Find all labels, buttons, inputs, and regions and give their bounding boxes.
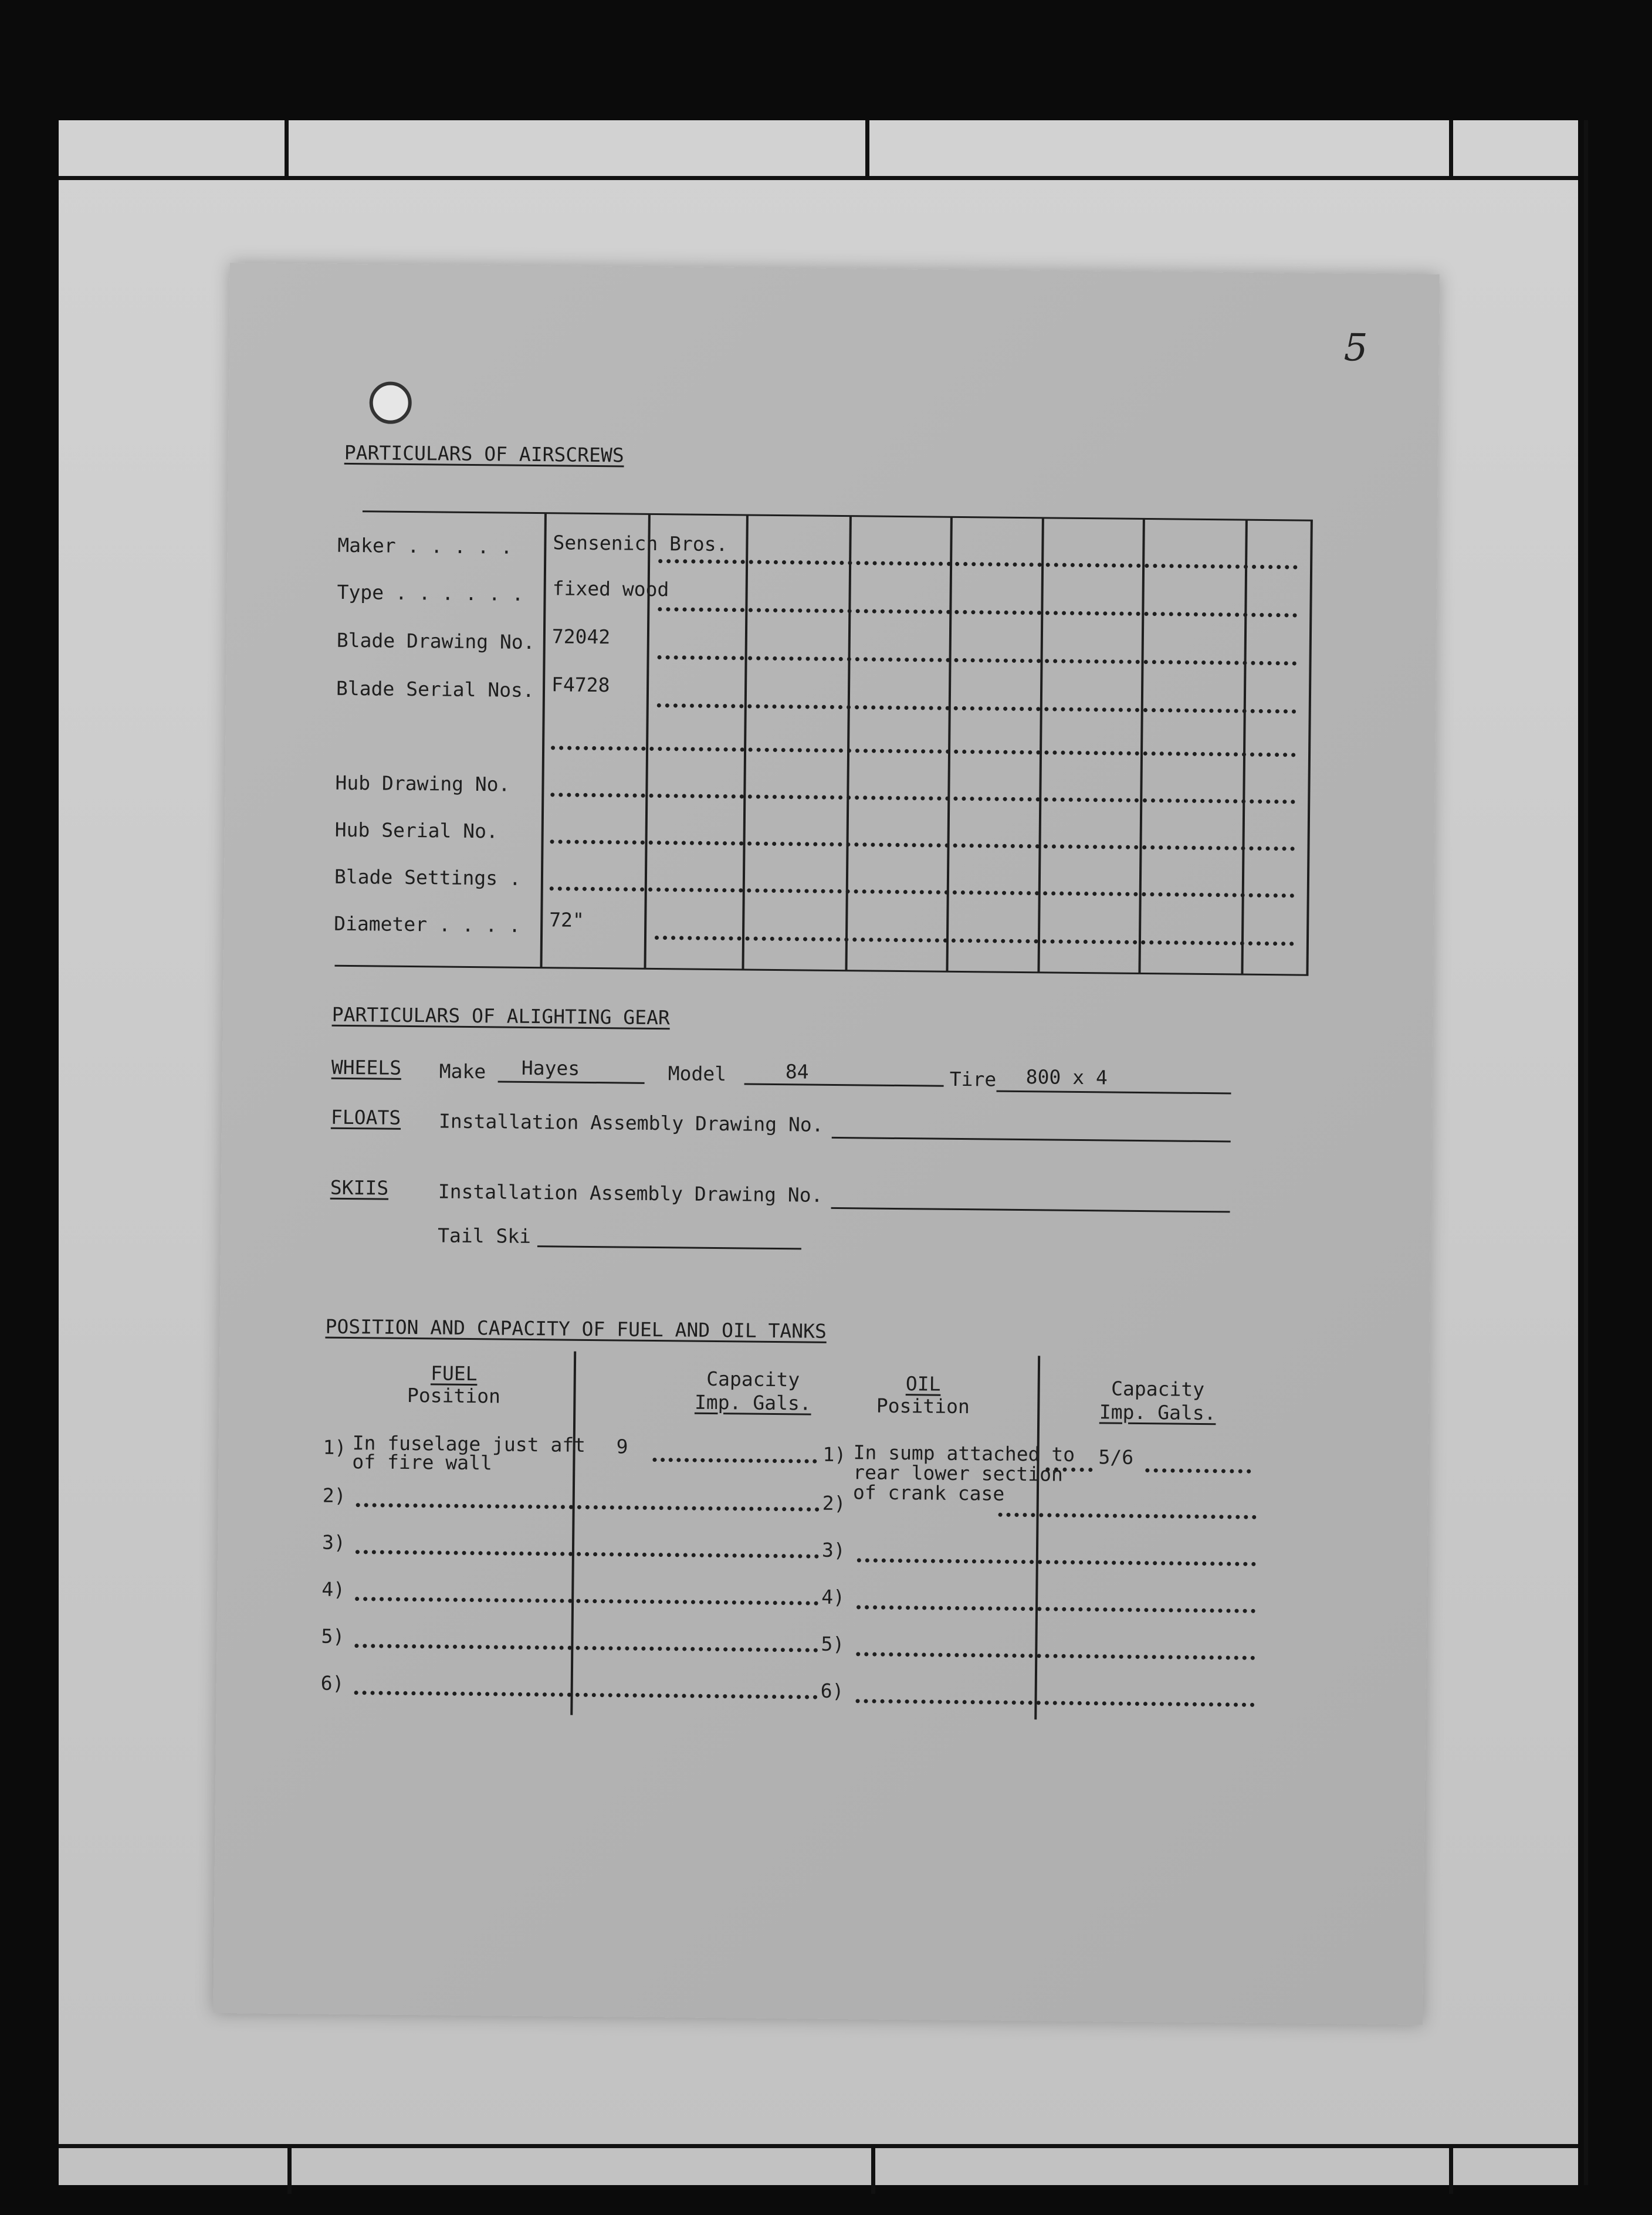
oil-1-capacity: 5/6	[1098, 1445, 1134, 1469]
airscrews-col-divider	[1037, 518, 1044, 973]
airscrew-value-diameter: 72"	[549, 908, 585, 932]
airscrew-label-diameter: Diameter . . . .	[334, 912, 521, 937]
oil-1-position-line1: In sump attached to	[853, 1441, 1075, 1466]
dot-leader	[1045, 1467, 1092, 1472]
oil-row-number: 6)	[820, 1679, 844, 1703]
skis-text: Installation Assembly Drawing No.	[438, 1180, 823, 1207]
floats-line	[832, 1137, 1231, 1143]
fuel-units-label: Imp. Gals.	[694, 1390, 811, 1415]
skis-label: SKIIS	[330, 1176, 389, 1200]
airscrew-label-hub-serial: Hub Serial No.	[334, 818, 499, 843]
dot-leader	[652, 1458, 817, 1464]
oil-row-number: 3)	[821, 1538, 845, 1562]
airscrew-label-hub-drawing: Hub Drawing No.	[335, 771, 510, 796]
frame-tick	[865, 120, 869, 179]
wheels-make-label: Make	[439, 1059, 486, 1083]
dot-leader	[551, 746, 1296, 757]
dot-leader	[658, 655, 1297, 665]
airscrew-label-type: Type . . . . . .	[337, 580, 524, 605]
fuel-row-number: 6)	[320, 1671, 344, 1695]
tail-ski-label: Tail Ski	[437, 1224, 532, 1248]
wheels-make-value: Hayes	[521, 1056, 580, 1080]
frame-tick	[287, 2146, 292, 2194]
dot-leader	[658, 559, 1298, 569]
tanks-heading: POSITION AND CAPACITY OF FUEL AND OIL TANKS	[325, 1315, 827, 1343]
airscrew-label-blade-drawing: Blade Drawing No.	[336, 628, 535, 654]
oil-row-number: 2)	[822, 1491, 846, 1515]
dot-leader	[550, 886, 1295, 897]
frame-bottom-border	[59, 2144, 1578, 2148]
wheels-model-label: Model	[668, 1062, 727, 1086]
fuel-1-position-line2: of fire wall	[352, 1450, 492, 1475]
airscrews-table-top	[363, 510, 1313, 521]
dot-leader	[550, 792, 1295, 804]
airscrews-col-divider	[1306, 521, 1312, 976]
wheels-tire-value: 800 x 4	[1025, 1065, 1108, 1089]
fuel-position-label: Position	[407, 1383, 501, 1408]
fuel-header: FUEL	[430, 1361, 478, 1386]
dot-leader	[857, 1558, 1256, 1566]
oil-position-label: Position	[876, 1394, 970, 1418]
frame-tick	[871, 2146, 875, 2194]
wheels-model-line	[744, 1083, 944, 1086]
oil-header: OIL	[905, 1372, 941, 1396]
wheels-make-line	[498, 1081, 645, 1083]
airscrews-col-divider	[946, 517, 952, 972]
airscrew-value-maker: Sensenich Bros.	[553, 531, 728, 556]
floats-label: FLOATS	[330, 1105, 401, 1129]
dot-leader	[356, 1550, 819, 1559]
wheels-label: WHEELS	[331, 1055, 402, 1079]
alighting-heading: PARTICULARS OF ALIGHTING GEAR	[331, 1002, 671, 1029]
tail-ski-line	[537, 1245, 801, 1249]
airscrew-label-blade-settings: Blade Settings .	[334, 865, 522, 890]
dot-leader	[856, 1652, 1255, 1660]
wheels-tire-label: Tire	[949, 1067, 997, 1091]
oil-units-label: Imp. Gals.	[1099, 1400, 1216, 1425]
airscrews-col-divider	[1138, 519, 1145, 974]
frame-tick	[1584, 120, 1588, 2185]
dot-leader	[658, 607, 1297, 617]
oil-row-number: 4)	[821, 1585, 845, 1609]
airscrews-col-divider	[1241, 520, 1247, 975]
dot-leader	[655, 936, 1294, 946]
airscrews-table-bottom	[334, 965, 1308, 976]
airscrew-label-blade-serial: Blade Serial Nos.	[336, 676, 534, 702]
document-sheet	[213, 263, 1440, 2025]
dot-leader	[354, 1644, 818, 1652]
punch-hole	[369, 381, 412, 424]
fuel-row-number: 1)	[323, 1435, 347, 1459]
fuel-capacity-label: Capacity	[706, 1367, 800, 1391]
oil-row-number: 5)	[821, 1632, 845, 1656]
airscrew-value-type: fixed wood	[552, 577, 669, 601]
airscrews-col-divider	[742, 515, 748, 970]
dot-leader	[354, 1691, 818, 1699]
floats-text: Installation Assembly Drawing No.	[438, 1109, 824, 1136]
airscrew-value-blade-serial: F4728	[551, 673, 610, 697]
airscrews-heading: PARTICULARS OF AIRSCREWS	[344, 441, 624, 467]
airscrew-value-blade-drawing: 72042	[551, 625, 611, 649]
fuel-row-number: 5)	[321, 1624, 345, 1648]
tanks-col-divider	[1034, 1356, 1040, 1719]
oil-row-number: 1)	[822, 1442, 847, 1466]
airscrew-label-maker: Maker . . . . .	[337, 533, 513, 558]
oil-1-position-line3: of crank case	[852, 1481, 1005, 1505]
oil-capacity-label: Capacity	[1111, 1377, 1205, 1401]
fuel-1-capacity: 9	[616, 1435, 628, 1458]
wheels-tire-line	[996, 1090, 1231, 1095]
fuel-row-number: 2)	[322, 1484, 346, 1507]
dot-leader	[657, 703, 1296, 713]
tanks-col-divider	[570, 1352, 576, 1715]
oil-1-position-line2: rear lower section	[853, 1461, 1064, 1486]
dot-leader	[857, 1605, 1255, 1613]
frame-tick	[285, 120, 289, 179]
dot-leader	[550, 839, 1295, 851]
frame-bottom-edge	[0, 2194, 1652, 2215]
dot-leader	[355, 1597, 818, 1606]
airscrews-col-divider	[540, 513, 546, 968]
page-number: 5	[1343, 326, 1368, 370]
fuel-row-number: 3)	[321, 1530, 346, 1554]
dot-leader	[1145, 1468, 1251, 1474]
fuel-1-position-line1: In fuselage just aft	[352, 1431, 586, 1457]
airscrews-col-divider	[845, 516, 851, 971]
skis-line	[831, 1207, 1230, 1213]
fuel-row-number: 4)	[321, 1577, 346, 1601]
dot-leader	[855, 1699, 1254, 1707]
wheels-model-value: 84	[785, 1060, 809, 1083]
dot-leader	[356, 1503, 820, 1512]
frame-tick	[1449, 2146, 1453, 2194]
frame-tick	[1449, 120, 1453, 179]
